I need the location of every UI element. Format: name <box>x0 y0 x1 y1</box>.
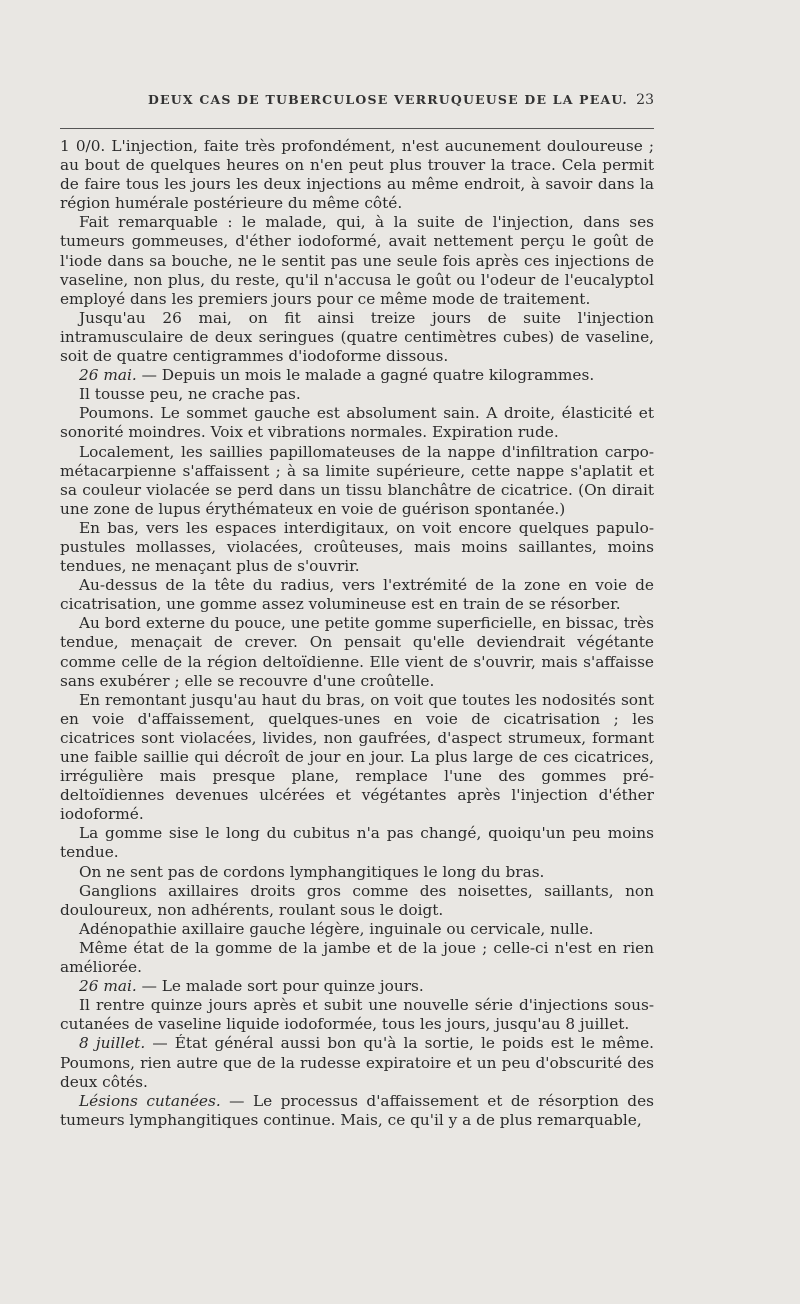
paragraph <box>60 614 654 690</box>
paragraph-text: Au bord externe du pouce, une petite gomme superficielle, en bissac, très tendue, menaçait de crever. On pensait qu'elle deviendrait végétante comme celle de la région deltoïdienne. Elle vient de s'ouvrir, mais s'affaisse sans exubérer ; elle se recouvre d'une croûtelle. <box>60 614 654 690</box>
paragraph-text: En remontant jusqu'au haut du bras, on voit que toutes les nodosités sont en voie d'affaissement, quelques-unes en voie de cicatrisation ; les cicatrices sont violacées, livides, non gaufrées, d'aspect strumeux, formant une faible saillie qui décroît de jour en jour. La plus large de ces cicatrices, irrégulière mais presque plane, remplace l'une des gommes pré-deltoïdiennes devenues ulcérées et végétantes après l'injection d'éther iodoformé. <box>60 690 654 824</box>
paragraph-text: 1 0/0. L'injection, faite très profondément, n'est aucunement douloureuse ; au bout de quelques heures on n'en peut plus trouver la trace. Cela permit de faire tous les jours les deux injections au même endroit, à savoir dans la région humérale postérieure du même côté. <box>60 137 654 213</box>
paragraph <box>60 576 654 614</box>
paragraph <box>60 404 654 442</box>
paragraph <box>60 863 654 882</box>
paragraph-lead: 8 juillet. <box>79 1034 146 1053</box>
paragraph-text: Il rentre quinze jours après et subit une nouvelle série d'injections sous-cutanées de vaseline liquide iodoformée, tous les jours, jusqu'au 8 juillet. <box>60 996 654 1034</box>
paragraph-text: — Depuis un mois le malade a gagné quatre kilogrammes. <box>136 366 595 385</box>
paragraph-lead: 26 mai. <box>79 366 137 385</box>
paragraph <box>60 213 654 308</box>
paragraph-text: — Le processus d'affaissement et de résorption des tumeurs lymphangitiques continue. Mais, ce qu'il y a de plus remarquable, <box>60 1091 654 1129</box>
paragraph-text: Même état de la gomme de la jambe et de la joue ; celle-ci n'est en rien améliorée. <box>60 938 654 977</box>
paragraph-text: Il tousse peu, ne crache pas. <box>79 385 301 404</box>
paragraph-text: Adénopathie axillaire gauche légère, inguinale ou cervicale, nulle. <box>79 919 594 938</box>
page-number: 23 <box>636 92 654 108</box>
paragraph-text: Ganglions axillaires droits gros comme des noisettes, saillants, non douloureux, non adhérents, roulant sous le doigt. <box>60 881 654 919</box>
paragraph-text: En bas, vers les espaces interdigitaux, on voit encore quelques papulo-pustules mollasses, violacées, croûteuses, mais moins saillantes, moins tendues, ne menaçant plus de s'ouvrir. <box>60 518 654 576</box>
paragraph <box>60 519 654 576</box>
header-rule <box>60 128 654 129</box>
paragraph <box>60 882 654 920</box>
paragraph <box>60 385 654 404</box>
paragraph <box>60 977 654 996</box>
paragraph-text: La gomme sise le long du cubitus n'a pas changé, quoiqu'un peu moins tendue. <box>60 824 654 862</box>
paragraph-text: Fait remarquable : le malade, qui, à la suite de l'injection, dans ses tumeurs gommeuses, d'éther iodoformé, avait nettement perçu le goût de l'iode dans sa bouche, ne le sentit pas une seule fois après ces injections de vaseline, non plus, du reste, qu'il n'accusa le goût ou l'odeur de l'eucalyptol employé dans les premiers jours pour ce même mode de traitement. <box>60 213 654 308</box>
paragraph-text: — Le malade sort pour quinze jours. <box>136 977 424 996</box>
paragraph <box>60 1034 654 1091</box>
paragraph-text: On ne sent pas de cordons lymphangitiques le long du bras. <box>79 862 545 881</box>
paragraph <box>60 920 654 939</box>
paragraph <box>60 939 654 977</box>
paragraph-text: Au-dessus de la tête du radius, vers l'extrémité de la zone en voie de cicatrisation, une gomme assez volumineuse est en train de se résorber. <box>60 576 654 614</box>
paragraph-text: Localement, les saillies papillomateuses de la nappe d'infiltration carpo-métacarpienne s'affaissent ; à sa limite supérieure, cette nappe s'aplatit et sa couleur violacée se perd dans un tissu blanchâtre de cicatrice. (On dirait une zone de lupus érythémateux en voie de guérison spontanée.) <box>60 442 654 518</box>
page-header <box>60 92 654 112</box>
paragraph <box>60 691 654 825</box>
body-text <box>60 137 654 1130</box>
paragraph <box>60 137 654 213</box>
paragraph-text: Jusqu'au 26 mai, on fit ainsi treize jours de suite l'injection intramusculaire de deux seringues (quatre centimètres cubes) de vaseline, soit de quatre centigrammes d'iodoforme dissous. <box>60 308 654 366</box>
paragraph <box>60 996 654 1034</box>
paragraph-text: Poumons. Le sommet gauche est absolument sain. A droite, élasticité et sonorité moindres. Voix et vibrations normales. Expiration rude. <box>60 404 654 442</box>
paragraph <box>60 1092 654 1130</box>
paragraph-lead: 26 mai. <box>79 977 137 996</box>
paragraph-lead: Lésions cutanées. <box>79 1091 221 1110</box>
paragraph <box>60 824 654 862</box>
paragraph <box>60 366 654 385</box>
paragraph <box>60 443 654 519</box>
paragraph <box>60 309 654 366</box>
paragraph-text: — État général aussi bon qu'à la sortie, le poids est le même. Poumons, rien autre que de la rudesse expiratoire et un peu d'obscurité des deux côtés. <box>60 1034 654 1091</box>
running-title: DEUX CAS DE TUBERCULOSE VERRUQUEUSE DE LA PEAU. <box>148 92 628 107</box>
